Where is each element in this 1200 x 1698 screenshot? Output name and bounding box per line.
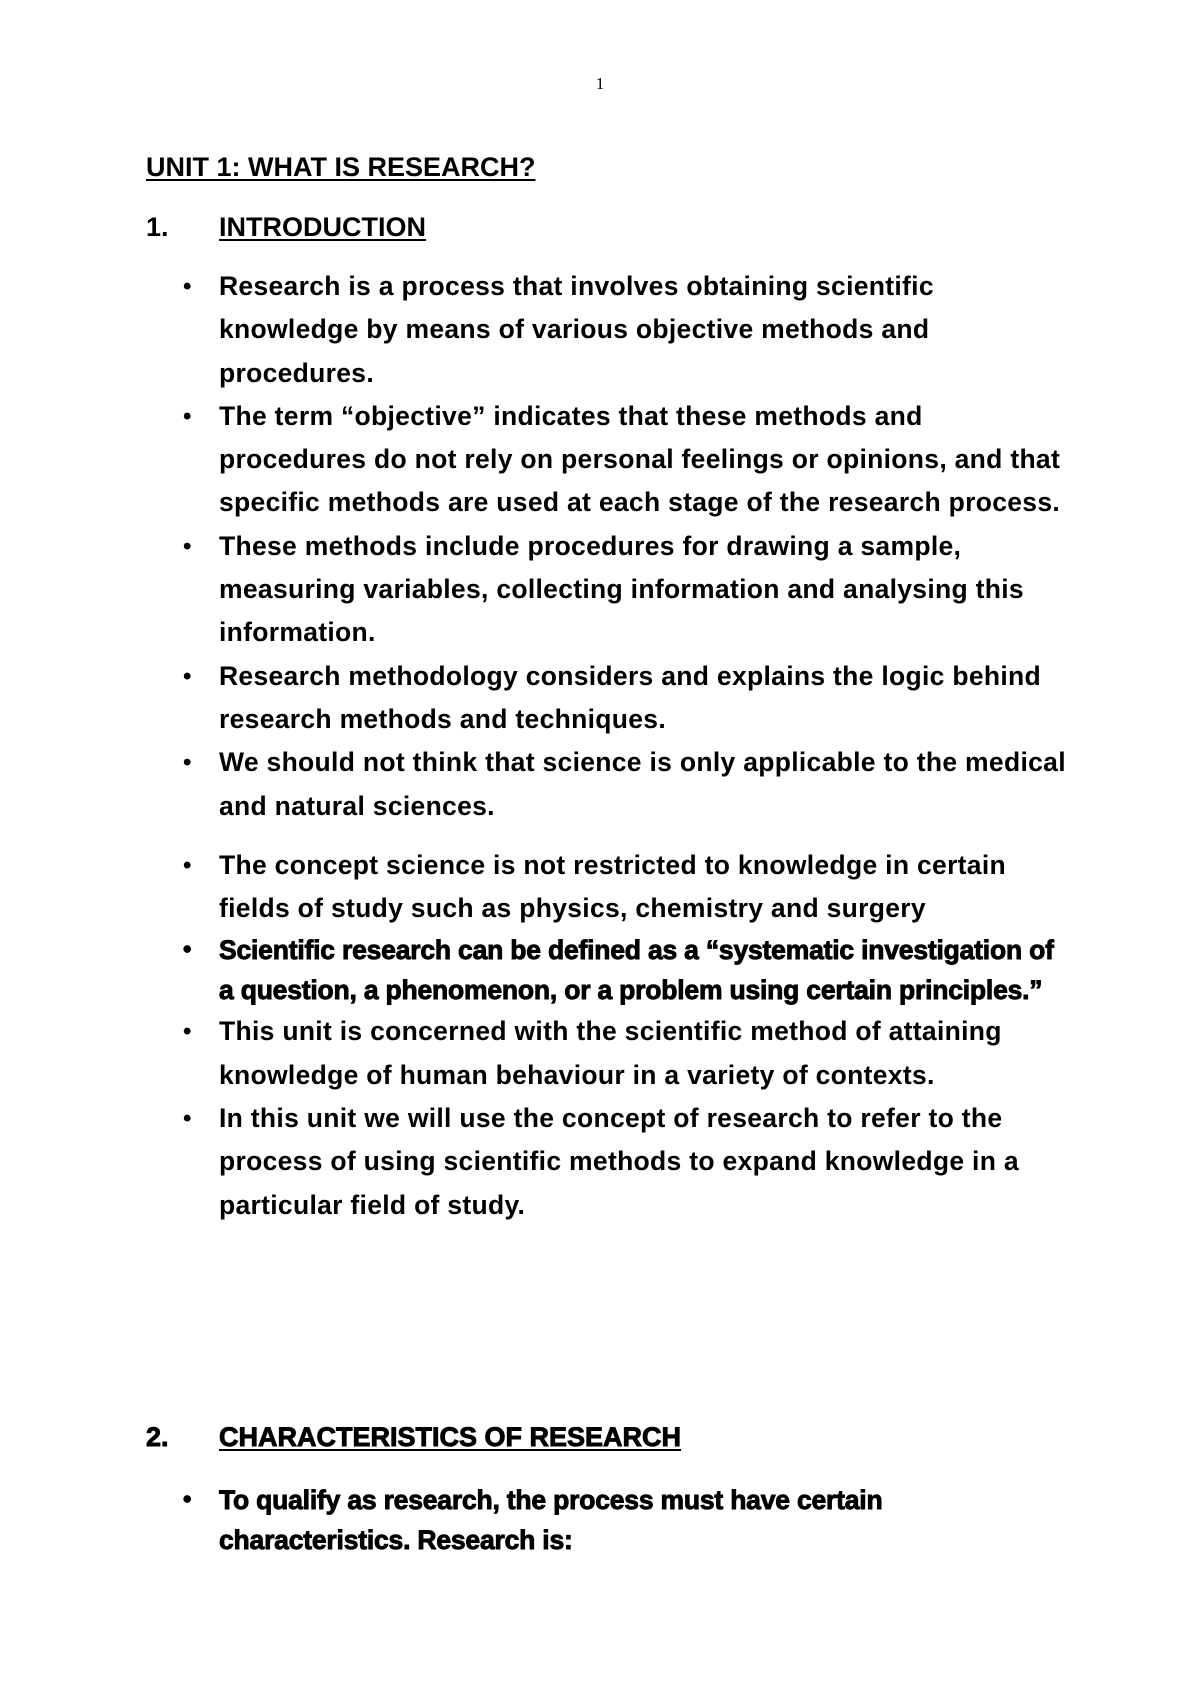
list-item-text: The term “objective” indicates that these methods and procedures do not rely on personal feelings or opinions, and that specific methods are used at each stage of the research process. (219, 400, 1061, 518)
list-item (0, 265, 1069, 395)
section-title: CHARACTERISTICS OF RESEARCH (219, 1422, 682, 1452)
page-number: 1 (595, 74, 605, 93)
unit-title: UNIT 1: WHAT IS RESEARCH? (146, 152, 536, 182)
list-item (0, 655, 1069, 742)
list-item-text: The concept science is not restricted to knowledge in certain fields of study such as physics, chemistry and surgery (219, 849, 1006, 924)
list-item-text: Scientific research can be defined as a “systematic investigation of a question, a phenomenon, or a problem using certain principles.” (219, 935, 1054, 1006)
list-item (0, 741, 1069, 828)
list-item-text: In this unit we will use the concept of research to refer to the process of using scientific methods to expand knowledge in a particular field of study. (219, 1103, 1019, 1220)
list-item (0, 1097, 1069, 1227)
bullet-icon: • (183, 1105, 192, 1133)
bullet-icon: • (183, 662, 192, 690)
list-item (0, 930, 1069, 1010)
characteristics-bullet-list (0, 1480, 1069, 1560)
section-number: 2. (146, 1422, 169, 1452)
bullet-icon: • (183, 936, 192, 964)
bullet-icon: • (183, 1018, 192, 1046)
list-item (0, 1010, 1069, 1097)
bullet-icon: • (183, 851, 192, 879)
list-item-text: Research is a process that involves obtaining scientific knowledge by means of various objective methods and procedures. (219, 271, 934, 388)
bullet-icon: • (183, 749, 192, 777)
list-item-text: To qualify as research, the process must have certain characteristics. Research is: (219, 1485, 883, 1555)
list-item-text: Research methodology considers and explains the logic behind research methods and techniques. (219, 660, 1042, 734)
bullet-icon: • (183, 532, 192, 560)
list-item (0, 525, 1069, 655)
section-title: INTRODUCTION (219, 212, 426, 242)
bullet-icon: • (183, 402, 192, 430)
section-heading-introduction (146, 210, 426, 244)
list-item (0, 844, 1069, 931)
introduction-bullet-list (0, 265, 1069, 1227)
list-item (0, 1480, 1069, 1560)
bullet-icon: • (183, 273, 192, 300)
list-item-text: This unit is concerned with the scientific method of attaining knowledge of human behaviour in a variety of contexts. (219, 1016, 1002, 1090)
section-number: 1. (146, 212, 169, 242)
section-heading-characteristics (146, 1420, 681, 1454)
bullet-icon: • (183, 1486, 192, 1513)
list-item-text: These methods include procedures for drawing a sample, measuring variables, collecting information and analysing this information. (219, 530, 1024, 648)
list-item (0, 395, 1069, 525)
list-item-text: We should not think that science is only applicable to the medical and natural sciences. (219, 747, 1066, 821)
